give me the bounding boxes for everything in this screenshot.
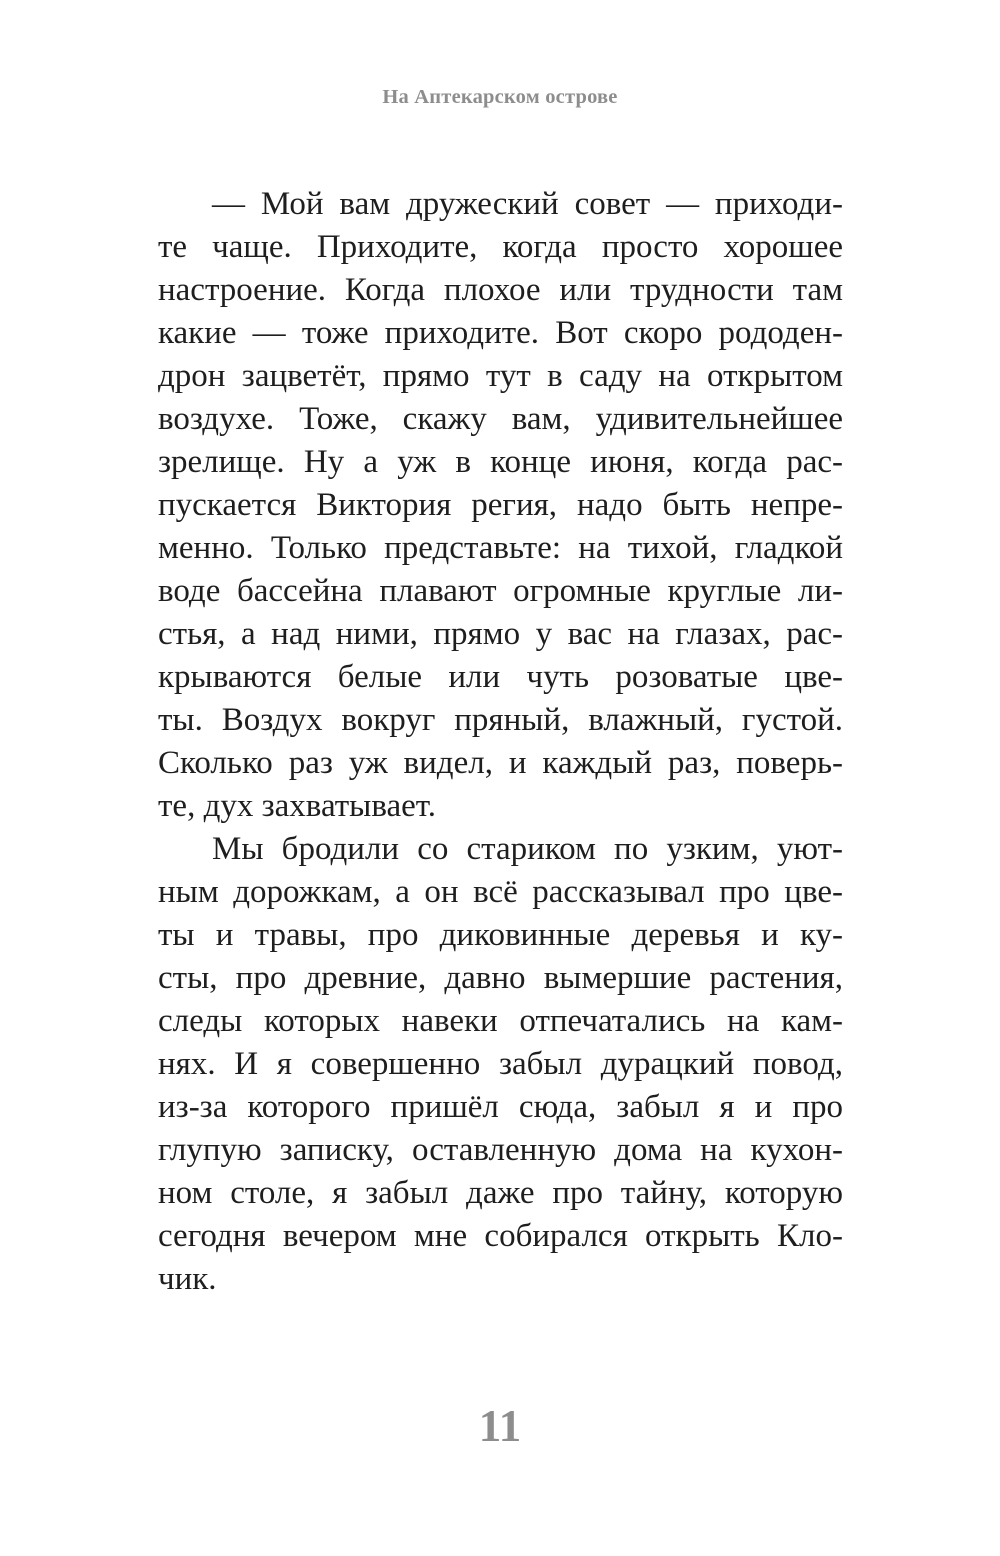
text-line: какие — тоже приходите. Вот скоро рододен- bbox=[158, 315, 843, 351]
text-line: ты. Воздух вокруг пряный, влажный, густой. bbox=[158, 702, 843, 738]
paragraph-2 bbox=[158, 828, 843, 1301]
text-line: зрелище. Ну а уж в конце июня, когда рас- bbox=[158, 444, 843, 480]
text-line: настроение. Когда плохое или трудности там bbox=[158, 272, 843, 308]
page-number: 11 bbox=[478, 1401, 522, 1451]
text-line: Мы бродили со стариком по узким, уют- bbox=[212, 831, 843, 867]
text-line: те чаще. Приходите, когда просто хорошее bbox=[158, 229, 843, 265]
text-line: крываются белые или чуть розоватые цве- bbox=[158, 659, 843, 695]
text-line: те, дух захватывает. bbox=[158, 788, 436, 824]
paragraph-1 bbox=[158, 183, 843, 828]
text-line: следы которых навеки отпечатались на кам- bbox=[158, 1003, 843, 1039]
text-line: глупую записку, оставленную дома на кухон- bbox=[158, 1132, 843, 1168]
text-line: чик. bbox=[158, 1261, 217, 1297]
text-line: воде бассейна плавают огромные круглые ли- bbox=[158, 573, 843, 609]
text-line: из-за которого пришёл сюда, забыл я и про bbox=[158, 1089, 843, 1125]
text-line: менно. Только представьте: на тихой, гладкой bbox=[158, 530, 843, 566]
text-line: нях. И я совершенно забыл дурацкий повод, bbox=[158, 1046, 843, 1082]
running-head: На Аптекарском острове bbox=[382, 86, 618, 108]
text-line: пускается Виктория регия, надо быть непре- bbox=[158, 487, 843, 523]
text-line: ты и травы, про диковинные деревья и ку- bbox=[158, 917, 843, 953]
text-line: ном столе, я забыл даже про тайну, которую bbox=[158, 1175, 843, 1211]
text-line: стья, а над ними, прямо у вас на глазах, рас- bbox=[158, 616, 843, 652]
text-line: дрон зацветёт, прямо тут в саду на открытом bbox=[158, 358, 843, 394]
body-text bbox=[158, 183, 843, 1301]
text-line: сегодня вечером мне собирался открыть Кло- bbox=[158, 1218, 843, 1254]
text-line: воздухе. Тоже, скажу вам, удивительнейшее bbox=[158, 401, 843, 437]
text-line: ным дорожкам, а он всё рассказывал про цве- bbox=[158, 874, 843, 910]
text-line: сты, про древние, давно вымершие растения, bbox=[158, 960, 843, 996]
text-line: — Мой вам дружеский совет — приходи- bbox=[212, 186, 843, 222]
text-line: Сколько раз уж видел, и каждый раз, поверь- bbox=[158, 745, 843, 781]
